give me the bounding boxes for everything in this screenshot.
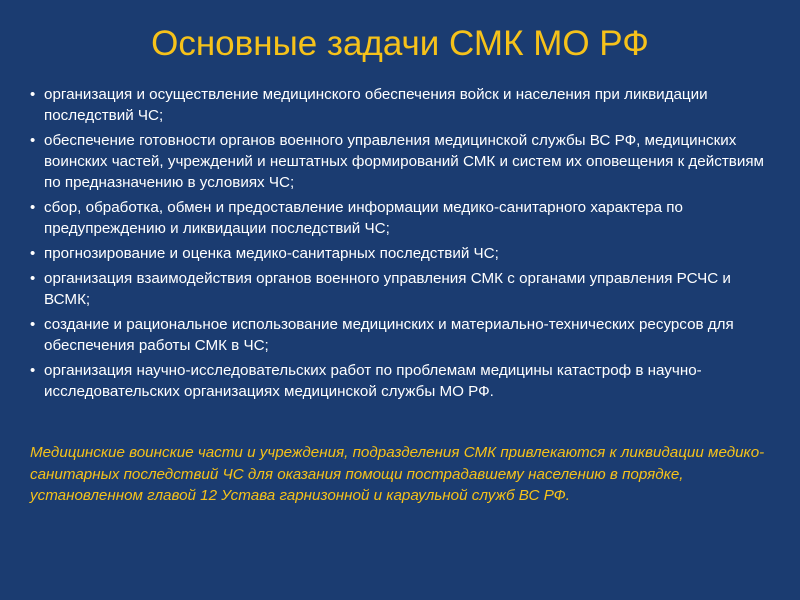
- list-item: [30, 130, 780, 193]
- list-item: [30, 360, 780, 402]
- list-item-text: обеспечение готовности органов военного управления медицинской службы ВС РФ, медицинских воинских частей, учреждений и нештатных формирований СМК и систем их оповещения к действиям по предназначению в условиях ЧС;: [44, 132, 764, 191]
- bullet-dot-icon: •: [30, 270, 36, 287]
- task-list: [30, 84, 780, 406]
- list-item-text: создание и рациональное использование медицинских и материально-технических ресурсов для обеспечения работы СМК в ЧС;: [44, 316, 734, 354]
- list-item: [30, 314, 780, 356]
- bullet-dot-icon: •: [30, 245, 36, 262]
- list-item-text: организация взаимодействия органов военного управления СМК с органами управления РСЧС и ВСМК;: [44, 270, 731, 308]
- bullet-dot-icon: •: [30, 316, 36, 333]
- bullet-dot-icon: •: [30, 199, 36, 216]
- list-item: [30, 197, 780, 239]
- slide-title: Основные задачи СМК МО РФ: [151, 24, 649, 63]
- list-item-text: прогнозирование и оценка медико-санитарных последствий ЧС;: [44, 245, 499, 262]
- list-item: [30, 243, 780, 264]
- list-item-text: организация научно-исследовательских работ по проблемам медицины катастроф в научно-исследовательских организациях медицинской службы МО РФ.: [44, 362, 702, 400]
- bullet-dot-icon: •: [30, 132, 36, 149]
- list-item: [30, 84, 780, 126]
- bullet-dot-icon: •: [30, 362, 36, 379]
- list-item: [30, 268, 780, 310]
- list-item-text: сбор, обработка, обмен и предоставление информации медико-санитарного характера по предупреждению и ликвидации последствий ЧС;: [44, 199, 683, 237]
- note-paragraph: Медицинские воинские части и учреждения, подразделения СМК привлекаются к ликвидации медико-санитарных последствий ЧС для оказания помощи пострадавшему населению в порядке, установленном главой 12 Устава гарнизонной и караульной служб ВС РФ.: [30, 444, 765, 504]
- bullet-dot-icon: •: [30, 86, 36, 103]
- list-item-text: организация и осуществление медицинского обеспечения войск и населения при ликвидации последствий ЧС;: [44, 86, 708, 124]
